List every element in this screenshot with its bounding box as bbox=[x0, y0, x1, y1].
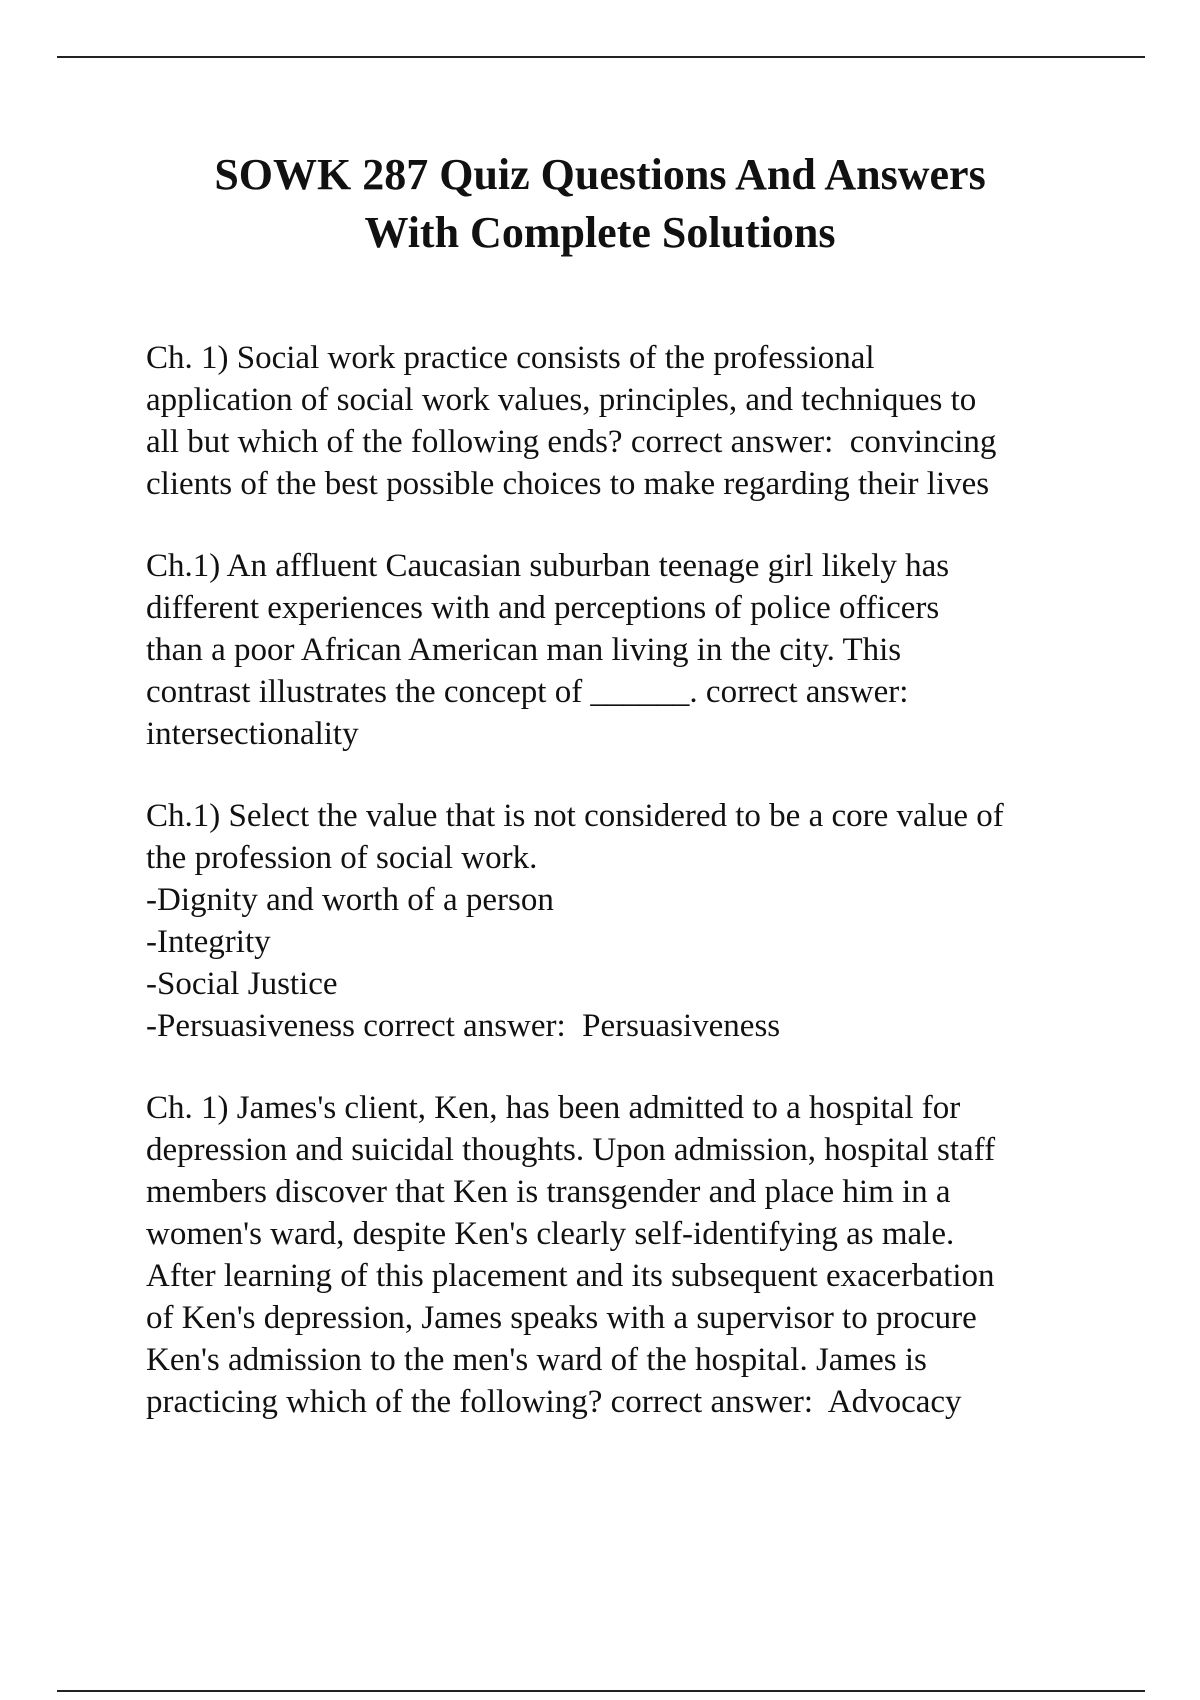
question-text-line: than a poor African American man living in the city. This bbox=[146, 632, 902, 668]
title-line: SOWK 287 Quiz Questions And Answers bbox=[214, 150, 986, 199]
question-text-line: Ch.1) Select the value that is not considered to be a core value of bbox=[146, 798, 1004, 834]
question-text-line: Ken's admission to the men's ward of the hospital. James is bbox=[146, 1342, 927, 1378]
question-text-line: different experiences with and perceptions of police officers bbox=[146, 590, 940, 626]
bottom-divider bbox=[57, 1690, 1145, 1692]
top-divider bbox=[57, 56, 1145, 58]
question-text-line: contrast illustrates the concept of ______. correct answer: bbox=[146, 674, 909, 710]
question-list bbox=[146, 337, 1106, 1463]
page-title bbox=[60, 146, 1140, 262]
title-line: With Complete Solutions bbox=[364, 208, 836, 257]
question-text-line: of Ken's depression, James speaks with a supervisor to procure bbox=[146, 1300, 977, 1336]
question-item bbox=[146, 1087, 1106, 1423]
question-text-line: Ch. 1) James's client, Ken, has been admitted to a hospital for bbox=[146, 1090, 961, 1126]
question-text-line: -Social Justice bbox=[146, 966, 338, 1002]
question-item bbox=[146, 545, 1106, 755]
question-text-line: application of social work values, principles, and techniques to bbox=[146, 382, 977, 418]
question-text-line: clients of the best possible choices to make regarding their lives bbox=[146, 466, 990, 502]
question-text-line: all but which of the following ends? correct answer: convincing bbox=[146, 424, 997, 460]
question-text-line: Ch.1) An affluent Caucasian suburban teenage girl likely has bbox=[146, 548, 950, 584]
question-text-line: women's ward, despite Ken's clearly self-identifying as male. bbox=[146, 1216, 955, 1252]
question-item bbox=[146, 795, 1106, 1047]
question-text-line: -Dignity and worth of a person bbox=[146, 882, 554, 918]
question-text-line: depression and suicidal thoughts. Upon admission, hospital staff bbox=[146, 1132, 996, 1168]
question-item bbox=[146, 337, 1106, 505]
question-text-line: Ch. 1) Social work practice consists of the professional bbox=[146, 340, 875, 376]
question-text-line: practicing which of the following? correct answer: Advocacy bbox=[146, 1384, 962, 1420]
question-text-line: members discover that Ken is transgender and place him in a bbox=[146, 1174, 951, 1210]
question-text-line: intersectionality bbox=[146, 716, 359, 752]
question-text-line: -Integrity bbox=[146, 924, 271, 960]
question-text-line: the profession of social work. bbox=[146, 840, 538, 876]
question-text-line: -Persuasiveness correct answer: Persuasiveness bbox=[146, 1008, 781, 1044]
question-text-line: After learning of this placement and its subsequent exacerbation bbox=[146, 1258, 995, 1294]
